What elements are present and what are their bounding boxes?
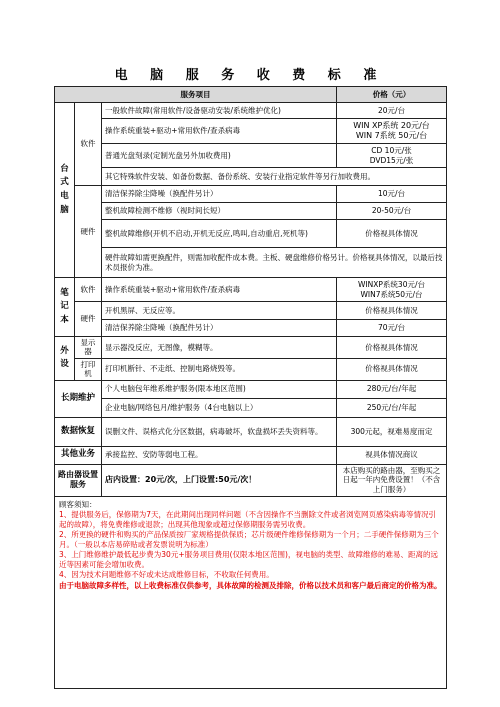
service-price xyxy=(337,278,447,302)
service-item: 操作系统重装+驱动+常用软件/查杀病毒 xyxy=(102,278,337,302)
category-data-recovery: 数据恢复 xyxy=(55,417,102,446)
service-price: 价格视具体情况 xyxy=(337,302,447,320)
note-item: 2、所更换的硬件和购买的产品保质按厂家规格提供保质；芯片级硬件维修保修期为一个月；二手硬件保修期为三个月。（一般以本店易碎贴或者发票说明为标准） xyxy=(59,529,439,549)
price-table xyxy=(54,86,447,689)
service-price: 250元/台/年起 xyxy=(337,398,447,417)
service-item: 清洁保养除尘降噪（换配件另计） xyxy=(102,186,337,203)
header-item: 服务项目 xyxy=(55,87,337,103)
service-price: 10元/台 xyxy=(337,186,447,203)
table-row xyxy=(55,337,447,359)
service-item: 打印机断针、不走纸、控制电路烧毁等。 xyxy=(102,358,337,380)
table-row xyxy=(55,168,447,186)
service-item: 整机故障检测不维修（视时间长短） xyxy=(102,203,337,220)
service-price: 本店购买的路由器，至购买之日起一年内免费设置！（不含上门服务） xyxy=(337,464,447,496)
page-title: 电 脑 服 务 收 费 标 准 xyxy=(114,68,386,83)
table-row xyxy=(55,398,447,417)
service-item: 硬件故障如需更换配件，则需加收配件成本费。主板、硬盘维修价格另计。价格视具体情况，以最后技术员报价为准。 xyxy=(102,248,447,278)
service-price: 300元起，视难易度而定 xyxy=(337,417,447,446)
price-line: DVD15元/张 xyxy=(369,155,414,165)
service-item: 误删文件、误格式化分区数据，病毒破坏，软盘损坏丢失资料等。 xyxy=(102,417,337,446)
table-row xyxy=(55,220,447,248)
price-line: CD 10元/张 xyxy=(371,146,412,156)
price-line: WIN7系统50元/台 xyxy=(360,289,423,299)
table-row xyxy=(55,203,447,220)
service-price: 视具体情况商议 xyxy=(337,446,447,464)
category-other: 其他业务 xyxy=(55,446,102,464)
service-item: 承接监控、安防等弱电工程。 xyxy=(102,446,337,464)
subcategory-desktop-hardware: 硬件 xyxy=(75,186,102,278)
service-item: 清洁保养除尘降噪（换配件另计） xyxy=(102,320,337,337)
notes-heading: 顾客须知： xyxy=(59,499,97,509)
note-disclaimer: 由于电脑故障多样性，以上收费标准仅供参考，具体故障的检测及排除，价格以技术员和客户最后商定的价格为准。 xyxy=(59,580,442,590)
subcategory-laptop-hardware: 硬件 xyxy=(75,302,102,337)
table-row xyxy=(55,144,447,168)
note-item: 4、因为技术问题维修不好或未达成维修目标，不收取任何费用。 xyxy=(59,570,274,580)
service-item: 企业电脑/网络包月/维护服务（4台电脑以上） xyxy=(102,398,337,417)
category-router: 路由器设置 服务 xyxy=(55,464,102,496)
subcategory-laptop-software: 软件 xyxy=(75,278,102,302)
service-item: 店内设置：20元/次，上门设置:50元/次！ xyxy=(102,464,337,496)
service-price: 价格视具体情况 xyxy=(337,220,447,248)
service-price: 价格视具体情况 xyxy=(337,337,447,359)
category-desktop: 台 式 电 脑 xyxy=(55,103,75,278)
table-row xyxy=(55,320,447,337)
note-item: 1、提供服务后，保修期为7天，在此期间出现同样问题（不含因操作不当删除文件或者浏览网页感染病毒等情况引起的故障），将免费维修或退款；出现其他现象或超过保修期服务需另收费。 xyxy=(59,509,437,529)
service-item: 整机故障维修(开机不启动,开机无反应,鸣叫,自动重启,死机等) xyxy=(102,220,337,248)
table-row xyxy=(55,248,447,278)
table-row xyxy=(55,446,447,464)
service-item: 操作系统重装+驱动+常用软件/查杀病毒 xyxy=(102,119,337,144)
price-line: WINXP系统30元/台 xyxy=(358,280,425,290)
subcategory-printer: 打印机 xyxy=(75,358,102,380)
service-item: 普通光盘刻录(定制光盘另外加收费用) xyxy=(102,144,337,168)
service-price xyxy=(337,119,447,144)
service-item: 其它特殊软件安装、如备份数据、备份系统、安装行业指定软件等另行加收费用。 xyxy=(102,168,447,186)
note-item: 3、上门维修维护最低起步费为30元+服务项目费用(仅限本地区范围)，视电脑的类型、故障维修的难易、距离的远近等因素可能会增加收费。 xyxy=(59,550,438,570)
service-price: 280元/台/年起 xyxy=(337,380,447,398)
table-row xyxy=(55,464,447,496)
price-line: WIN 7系统 50元/台 xyxy=(355,131,428,140)
service-item: 开机黑屏、无反应等。 xyxy=(102,302,337,320)
header-price: 价格（元） xyxy=(337,87,447,103)
table-row xyxy=(55,119,447,144)
service-price: 20-50元/台 xyxy=(337,203,447,220)
table-row xyxy=(55,103,447,119)
service-price xyxy=(337,144,447,168)
service-price: 价格视具体情况 xyxy=(337,358,447,380)
service-price: 70元/台 xyxy=(337,320,447,337)
table-row xyxy=(55,278,447,302)
service-item: 一般软件故障(常用软件/设备驱动安装/系统维护优化) xyxy=(102,103,337,119)
category-laptop: 笔 记 本 xyxy=(55,278,75,337)
table-row xyxy=(55,358,447,380)
subcategory-desktop-software: 软件 xyxy=(75,103,102,186)
customer-notes xyxy=(55,496,447,688)
table-row xyxy=(55,302,447,320)
notes-row xyxy=(55,496,447,688)
table-row xyxy=(55,186,447,203)
table-header-row xyxy=(55,87,447,103)
service-price: 20元/台 xyxy=(337,103,447,119)
table-row xyxy=(55,417,447,446)
table-row xyxy=(55,380,447,398)
subcategory-monitor: 显示器 xyxy=(75,337,102,359)
category-peripherals: 外 设 xyxy=(55,337,75,381)
service-item: 显示器没反应，无图像，模糊等。 xyxy=(102,337,337,359)
price-line: WIN XP系统 20元/台 xyxy=(353,121,430,130)
service-item: 个人电脑包年维系维护服务(限本地区范围) xyxy=(102,380,337,398)
category-maintenance: 长期维护 xyxy=(55,380,102,417)
